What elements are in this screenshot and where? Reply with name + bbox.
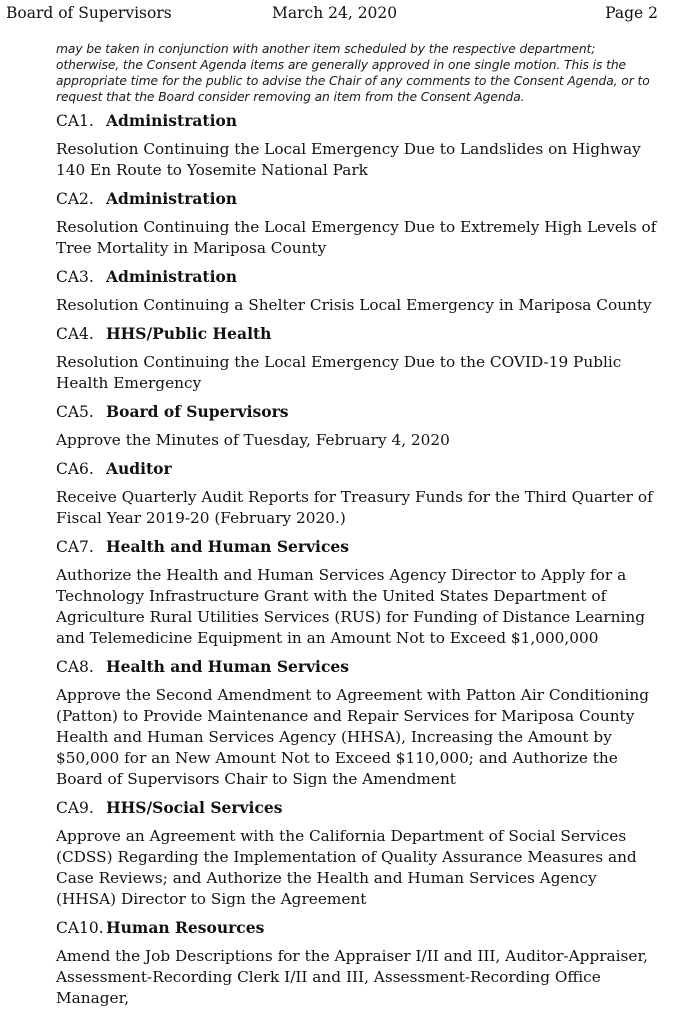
- agenda-item-description: Receive Quarterly Audit Reports for Treasury Funds for the Third Quarter of Fiscal Year 2019-20 (February 2020.): [56, 488, 653, 527]
- agenda-item-description: Resolution Continuing the Local Emergency Due to the COVID-19 Public Health Emergency: [56, 353, 622, 392]
- agenda-item: [56, 798, 660, 910]
- agenda-item-category: Health and Human Services: [106, 537, 349, 556]
- agenda-item-category: HHS/Social Services: [106, 798, 283, 817]
- agenda-item-category: Health and Human Services: [106, 657, 349, 676]
- agenda-item-number: CA9.: [56, 799, 94, 817]
- agenda-item-number: CA6.: [56, 460, 94, 478]
- agenda-item-category: HHS/Public Health: [106, 324, 272, 343]
- agenda-item-number: CA3.: [56, 268, 94, 286]
- agenda-item-number: CA2.: [56, 190, 94, 208]
- agenda-item-category: Administration: [106, 189, 238, 208]
- agenda-item: [56, 111, 660, 181]
- agenda-item-description: Approve an Agreement with the California Department of Social Services (CDSS) Regarding the Implementation of Quality Assurance Measures and Case Reviews; and Authorize the Health and Human Services Agency (HHSA) Director to Sign the Agreement: [56, 827, 637, 908]
- agenda-item-number: CA4.: [56, 325, 94, 343]
- agenda-item-heading: [56, 189, 660, 209]
- agenda-item-heading: [56, 402, 660, 422]
- agenda-item-number: CA7.: [56, 538, 94, 556]
- agenda-item: [56, 267, 660, 316]
- agenda-item: [56, 324, 660, 394]
- agenda-item-category: Administration: [106, 111, 238, 130]
- agenda-item-description: Resolution Continuing a Shelter Crisis Local Emergency in Mariposa County: [56, 296, 652, 314]
- agenda-item-description: Approve the Second Amendment to Agreement with Patton Air Conditioning (Patton) to Provide Maintenance and Repair Services for Mariposa County Health and Human Services Agency (HHSA), Increasing the Amount by $50,000 for an New Amount Not to Exceed $110,000; and Authorize the Board of Supervisors Chair to Sign the Amendment: [56, 686, 649, 788]
- header-board-name: Board of Supervisors: [6, 4, 172, 22]
- agenda-item: [56, 189, 660, 259]
- agenda-item-number: CA1.: [56, 112, 94, 130]
- agenda-content: [56, 41, 660, 1009]
- agenda-item-heading: [56, 324, 660, 344]
- header-page-number: Page 2: [605, 4, 658, 22]
- agenda-item-category: Board of Supervisors: [106, 402, 289, 421]
- agenda-item-description: Resolution Continuing the Local Emergency Due to Extremely High Levels of Tree Mortality in Mariposa County: [56, 218, 657, 257]
- agenda-item-description: Amend the Job Descriptions for the Appraiser I/II and III, Auditor-Appraiser, Assessment-Recording Clerk I/II and III, Assessment-Recording Office Manager,: [56, 947, 648, 1007]
- consent-agenda-intro: may be taken in conjunction with another item scheduled by the respective department; otherwise, the Consent Agenda items are generally approved in one single motion. This is the appropriate time for the public to advise the Chair of any comments to the Consent Agenda, or to request that the Board consider removing an item from the Consent Agenda.: [56, 42, 650, 104]
- agenda-item: [56, 402, 660, 451]
- agenda-item-number: CA8.: [56, 658, 94, 676]
- agenda-item-heading: [56, 111, 660, 131]
- agenda-item-heading: [56, 537, 660, 557]
- agenda-item-heading: [56, 798, 660, 818]
- agenda-item-category: Administration: [106, 267, 238, 286]
- header-date: March 24, 2020: [272, 4, 398, 22]
- agenda-item: [56, 459, 660, 529]
- agenda-item-description: Approve the Minutes of Tuesday, February 4, 2020: [56, 431, 450, 449]
- agenda-item: [56, 537, 660, 649]
- agenda-item-description: Resolution Continuing the Local Emergency Due to Landslides on Highway 140 En Route to Yosemite National Park: [56, 140, 641, 179]
- agenda-item-number: CA5.: [56, 403, 94, 421]
- agenda-item-category: Auditor: [106, 459, 172, 478]
- agenda-item-number: CA10.: [56, 919, 104, 937]
- agenda-item-heading: [56, 918, 660, 938]
- agenda-item-heading: [56, 657, 660, 677]
- agenda-item-heading: [56, 459, 660, 479]
- agenda-item: [56, 918, 660, 1009]
- consent-agenda-items: [56, 111, 660, 1009]
- agenda-item-description: Authorize the Health and Human Services Agency Director to Apply for a Technology Infrastructure Grant with the United States Department of Agriculture Rural Utilities Services (RUS) for Funding of Distance Learning and Telemedicine Equipment in an Amount Not to Exceed $1,000,000: [56, 566, 645, 647]
- page-header: [0, 0, 680, 26]
- agenda-item-heading: [56, 267, 660, 287]
- agenda-item: [56, 657, 660, 790]
- agenda-item-category: Human Resources: [106, 918, 265, 937]
